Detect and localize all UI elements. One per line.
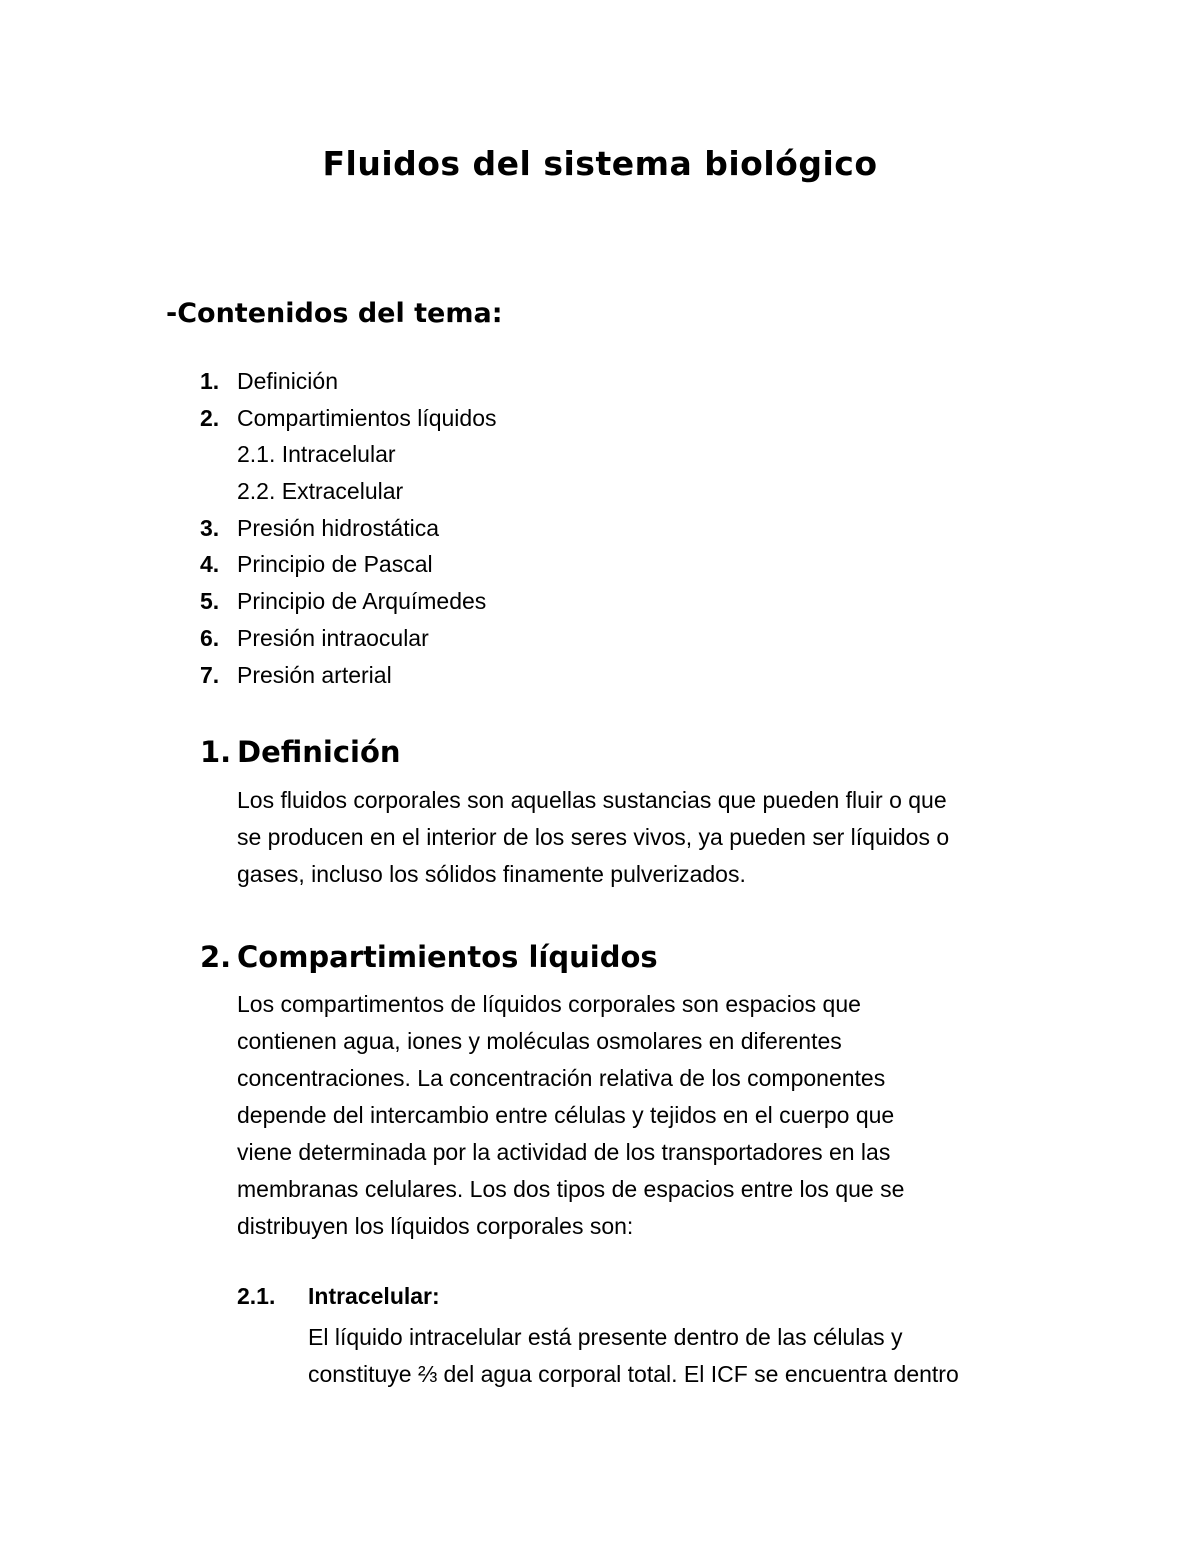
- section-heading-compartimientos: [200, 940, 658, 974]
- section-title: Definición: [237, 735, 401, 769]
- toc-item: [200, 400, 497, 437]
- section-title: Compartimientos líquidos: [237, 940, 658, 974]
- document-title: Fluidos del sistema biológico: [322, 144, 878, 183]
- paragraph-line: Los compartimentos de líquidos corporales son espacios que: [237, 991, 861, 1017]
- toc-item: [200, 510, 497, 547]
- toc-item-number: 1.: [200, 368, 220, 394]
- paragraph-line: contienen agua, iones y moléculas osmolares en diferentes: [237, 1028, 842, 1054]
- subsection-intracelular-paragraph: [308, 1319, 959, 1393]
- section-heading-definicion: [200, 735, 401, 769]
- paragraph-line: concentraciones. La concentración relativa de los componentes: [237, 1065, 886, 1091]
- paragraph-line: membranas celulares. Los dos tipos de espacios entre los que se: [237, 1176, 905, 1202]
- toc-item: [200, 546, 497, 583]
- toc-item-number: 3.: [200, 514, 220, 541]
- section-compartimientos-paragraph: [237, 986, 904, 1245]
- toc-item-label: 2.1. Intracelular: [237, 441, 396, 468]
- paragraph-line: El líquido intracelular está presente dentro de las células y: [308, 1324, 903, 1350]
- toc-item-label: Presión hidrostática: [237, 514, 439, 541]
- paragraph-line: depende del intercambio entre células y tejidos en el cuerpo que: [237, 1102, 895, 1128]
- toc-item: [200, 583, 497, 620]
- subsection-heading-intracelular: [237, 1283, 440, 1310]
- toc-subitem: [200, 473, 497, 510]
- toc-item-number: 4.: [200, 551, 220, 578]
- section-number: 1.: [200, 735, 232, 769]
- section-definicion-paragraph: [237, 782, 949, 893]
- toc-item-label: Principio de Arquímedes: [237, 588, 487, 615]
- toc-item-label: Principio de Pascal: [237, 551, 433, 578]
- toc-item-label: Compartimientos líquidos: [237, 404, 497, 431]
- toc-item: [200, 620, 497, 657]
- subsection-title: Intracelular:: [308, 1283, 440, 1309]
- table-of-contents: [200, 363, 497, 693]
- contents-heading: -Contenidos del tema:: [166, 298, 503, 329]
- toc-item-label: 2.2. Extracelular: [237, 478, 404, 505]
- toc-item-number: 2.: [200, 404, 220, 431]
- subsection-number: 2.1.: [237, 1283, 276, 1309]
- toc-item: [200, 363, 497, 400]
- paragraph-line: se producen en el interior de los seres vivos, ya pueden ser líquidos o: [237, 824, 950, 850]
- paragraph-line: gases, incluso los sólidos finamente pulverizados.: [237, 861, 746, 887]
- paragraph-line: Los fluidos corporales son aquellas sustancias que pueden fluir o que: [237, 787, 947, 813]
- section-number: 2.: [200, 940, 232, 974]
- paragraph-line: constituye ⅔ del agua corporal total. El ICF se encuentra dentro: [308, 1361, 959, 1387]
- toc-item: [200, 657, 497, 694]
- toc-subitem: [200, 436, 497, 473]
- toc-item-label: Presión intraocular: [237, 624, 429, 651]
- toc-item-number: 7.: [200, 661, 220, 688]
- toc-item-number: 6.: [200, 624, 220, 651]
- paragraph-line: distribuyen los líquidos corporales son:: [237, 1213, 634, 1239]
- paragraph-line: viene determinada por la actividad de los transportadores en las: [237, 1139, 891, 1165]
- toc-item-label: Definición: [237, 368, 338, 394]
- toc-item-number: 5.: [200, 588, 220, 615]
- toc-item-label: Presión arterial: [237, 661, 392, 688]
